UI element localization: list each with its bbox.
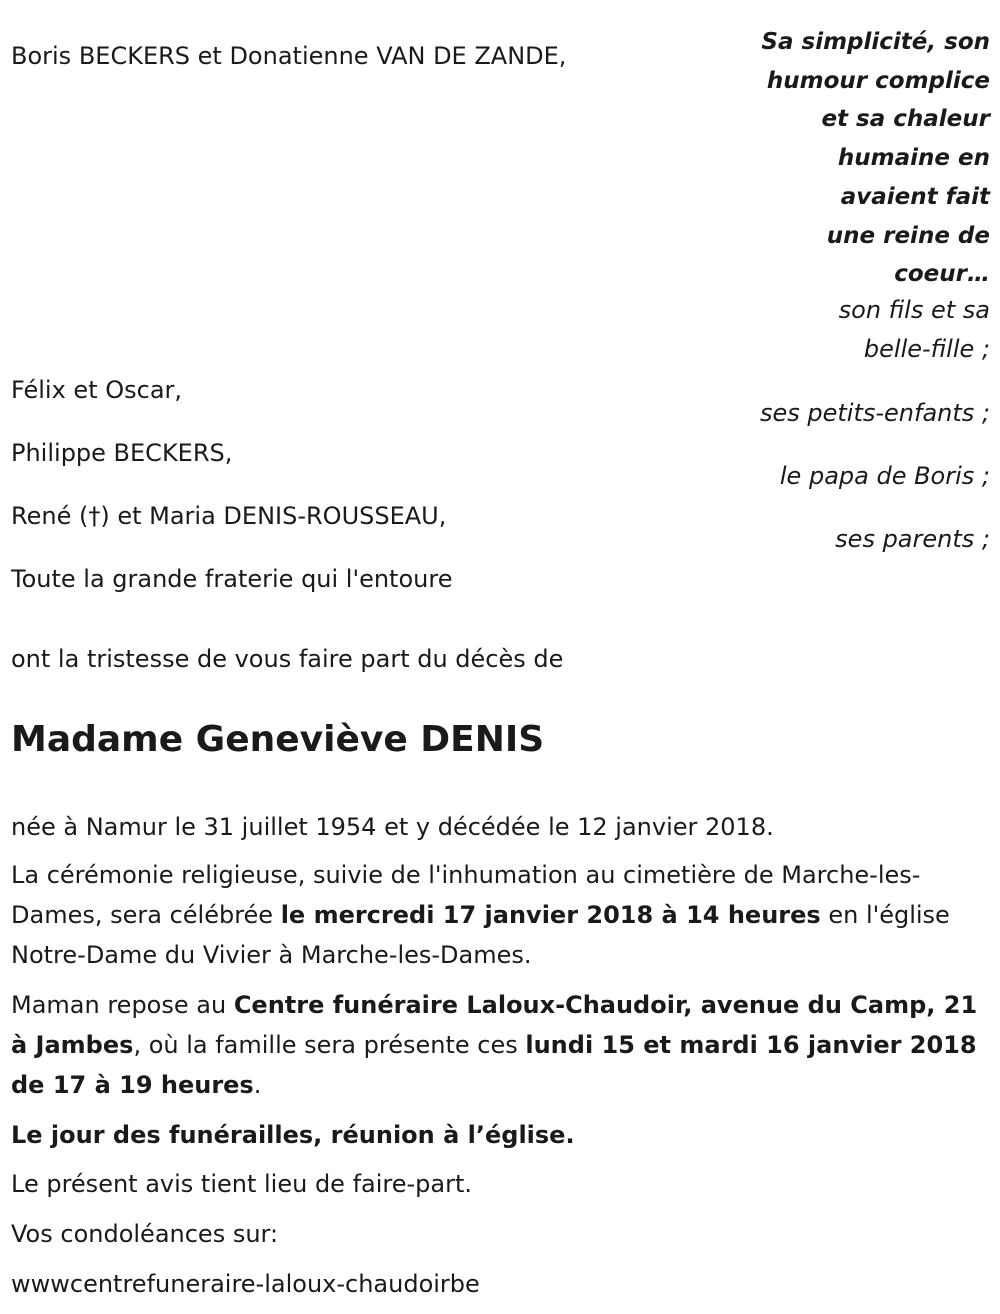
quote-line: une reine de bbox=[826, 222, 990, 249]
parents-name-suffix: ) et Maria DENIS-ROUSSEAU, bbox=[100, 502, 447, 530]
quote-line: avaient fait bbox=[840, 183, 990, 210]
ceremony-text-before: La cérémonie religieuse, suivie de l'inhumation au cimetière de Marche-les-Dames, sera célébrée bbox=[11, 861, 921, 929]
family-father-of-son: Philippe BECKERS, bbox=[11, 439, 233, 467]
deceased-name: Madame Geneviève DENIS bbox=[11, 719, 545, 760]
ceremony-paragraph bbox=[11, 855, 986, 975]
notice-line: Le présent avis tient lieu de faire-part. bbox=[11, 1170, 473, 1198]
rest-text-after: . bbox=[253, 1071, 262, 1099]
rest-text-before: Maman repose au bbox=[11, 991, 234, 1019]
role-parents: ses parents ; bbox=[835, 525, 990, 553]
son-role-line: belle-fille ; bbox=[863, 335, 990, 363]
role-father-of-son: le papa de Boris ; bbox=[779, 462, 990, 490]
family-siblings: Toute la grande fraterie qui l'entoure bbox=[11, 565, 453, 593]
ceremony-text-after: en l'église Notre-Dame du Vivier à Marche-les-Dames. bbox=[11, 901, 950, 969]
rest-times: lundi 15 et mardi 16 janvier 2018 de 17 à 19 heures bbox=[11, 1031, 977, 1099]
condolences-label: Vos condoléances sur: bbox=[11, 1220, 279, 1248]
cross-icon: † bbox=[88, 502, 101, 530]
quote-line: coeur… bbox=[894, 261, 990, 288]
quote-line: humour complice bbox=[766, 67, 990, 94]
parents-name-prefix: René ( bbox=[11, 502, 89, 530]
quote-line: humaine en bbox=[837, 145, 990, 172]
quote-block bbox=[730, 23, 990, 294]
son-role-line: son fils et sa bbox=[838, 296, 990, 324]
rest-place: Centre funéraire Laloux-Chaudoir, avenue du Camp, 21 à Jambes bbox=[11, 991, 978, 1059]
son-couple-line: Boris BECKERS et Donatienne VAN DE ZANDE, bbox=[11, 42, 567, 70]
announcement-line: ont la tristesse de vous faire part du décès de bbox=[11, 645, 564, 673]
family-parents bbox=[11, 501, 446, 531]
role-grandchildren: ses petits-enfants ; bbox=[759, 399, 990, 427]
website-link[interactable]: wwwcentrefuneraire-laloux-chaudoirbe bbox=[11, 1270, 480, 1298]
rest-paragraph bbox=[11, 985, 986, 1105]
rest-text-middle: , où la famille sera présente ces bbox=[133, 1031, 526, 1059]
meeting-line: Le jour des funérailles, réunion à l’église. bbox=[11, 1121, 575, 1149]
quote-line: Sa simplicité, son bbox=[761, 29, 990, 55]
family-grandchildren: Félix et Oscar, bbox=[11, 376, 183, 404]
ceremony-date: le mercredi 17 janvier 2018 à 14 heures bbox=[280, 901, 821, 929]
son-role-block bbox=[730, 291, 990, 369]
birth-death-line: née à Namur le 31 juillet 1954 et y décédée le 12 janvier 2018. bbox=[11, 813, 774, 841]
quote-line: et sa chaleur bbox=[821, 106, 990, 133]
